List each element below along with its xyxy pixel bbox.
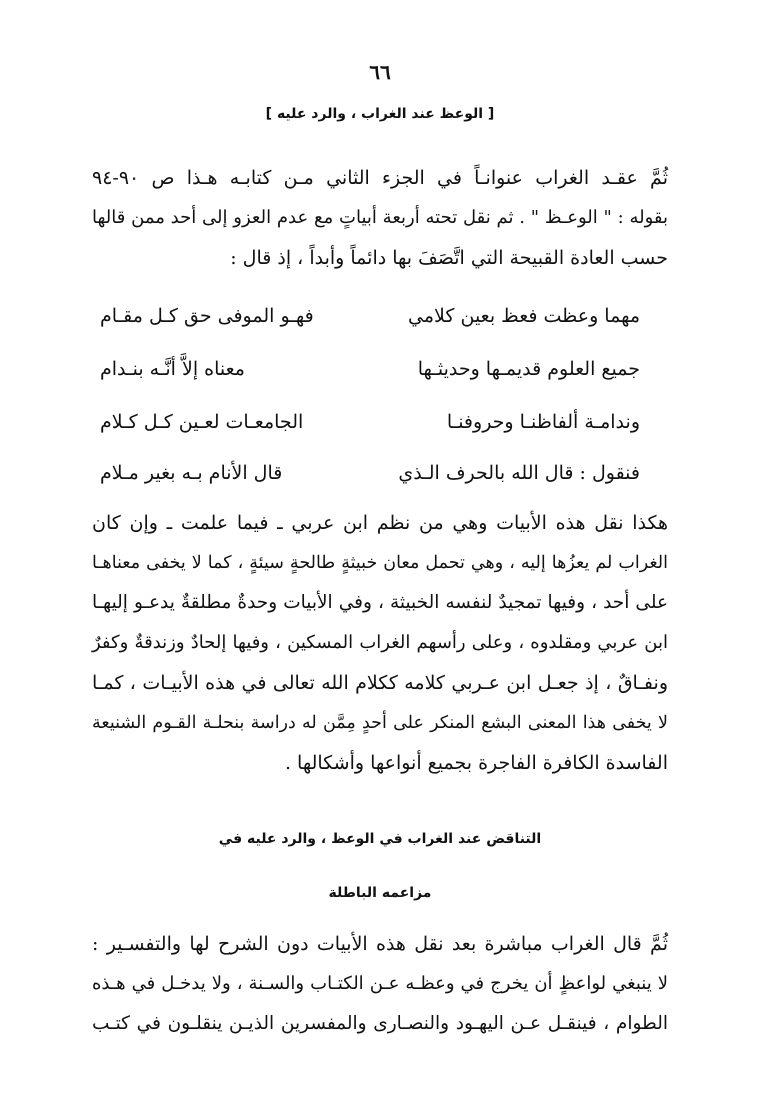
verse-first-hemistich: فنقول : قال الله بالحرف الـذي — [398, 462, 640, 484]
section-title-line: التناقض عند الغراب في الوعظ ، والرد عليه في — [218, 831, 542, 847]
poem-verse — [100, 455, 640, 491]
paragraph-line: ثُمَّ عقـد الغراب عنوانـاً في الجزء الثاني مـن كتابـه هـذا ص ٩٠-٩٤ — [92, 167, 668, 189]
verse-first-hemistich: جميع العلوم قديمـها وحديثـها — [417, 358, 640, 380]
paragraph-line: الفاسدة الكافرة الفاجرة بجميع أنواعها وأشكالها . — [284, 752, 668, 774]
paragraph-line: لا ينبغي لواعظٍ أن يخرج في وعظـه عـن الكتـاب والسـنة ، ولا يدخـل في هـذه — [92, 973, 668, 994]
paragraph-line: الطوام ، فينقـل عـن اليهـود والنصـارى والمفسرين الذيـن ينقلـون في كتـب — [92, 1013, 668, 1034]
page-number: ٦٦ — [369, 60, 391, 84]
commentary-paragraph — [92, 503, 668, 783]
paragraph-line: ابن عربي ومقلدوه ، وعلى رأسهم الغراب المسكين ، وفيها إلحادٌ وزندقةٌ وكفرٌ — [92, 632, 668, 653]
section-title-contradiction — [0, 812, 760, 920]
poem-verse — [100, 404, 640, 440]
verse-first-hemistich: مهما وعظت فعظ بعين كلامي — [408, 305, 640, 327]
paragraph-line: حسب العادة القبيحة التي اتَّصَفَ بها دائماً وأبداً ، إذ قال : — [230, 247, 668, 269]
verse-second-hemistich: قال الأنام بـه بغير مـلام — [100, 462, 283, 484]
poem-verse — [100, 298, 640, 334]
paragraph-line: ونفـاقٌ ، إذ جعـل ابن عـربي كلامه ككلام الله تعالى في هذه الأبيـات ، كمـا — [92, 672, 668, 694]
paragraph-line: الغراب لم يعزُها إليه ، وهي تحمل معان خبيثةٍ طالحةٍ سيئةٍ ، كما لا يخفى معناهـا — [92, 553, 668, 573]
paragraph-line: لا يخفى هذا المعنى البشع المنكر على أحدٍ مِمَّن له دراسة بنحلـة القـوم الشنيعة — [92, 713, 668, 733]
paragraph-line: بقوله : " الوعـظ " . ثم نقل تحته أربعة أبياتٍ مع عدم العزو إلى أحد ممن قالها — [92, 207, 668, 228]
poem-verse — [100, 351, 640, 387]
body-paragraph — [92, 924, 668, 1044]
verse-second-hemistich: الجامعـات لعـين كـل كـلام — [100, 411, 304, 433]
verse-first-hemistich: وندامـة ألفاظنـا وحروفنـا — [446, 411, 640, 433]
section-title-preaching: [ الوعظ عند الغراب ، والرد عليه ] — [265, 106, 495, 122]
paragraph-line: ثُمَّ قال الغراب مباشرة بعد نقل هذه الأبيات دون الشرح لها والتفسـير : — [92, 933, 668, 955]
paragraph-line: هكذا نقل هذه الأبيات وهي من نظم ابن عربي ـ فيما علمت ـ وإن كان — [92, 512, 668, 534]
paragraph-line: على أحد ، وفيها تمجيدٌ لنفسه الخبيثة ، وفي الأبيات وحدةٌ مطلقةٌ يدعـو إليهـا — [92, 592, 668, 613]
section-title-line: مزاعمه الباطلة — [328, 885, 432, 901]
verse-second-hemistich: فهـو الموفى حق كـل مقـام — [100, 305, 314, 327]
intro-paragraph — [92, 158, 668, 278]
verse-second-hemistich: معناه إلاَّ أنَّـه بنـدام — [100, 358, 245, 380]
